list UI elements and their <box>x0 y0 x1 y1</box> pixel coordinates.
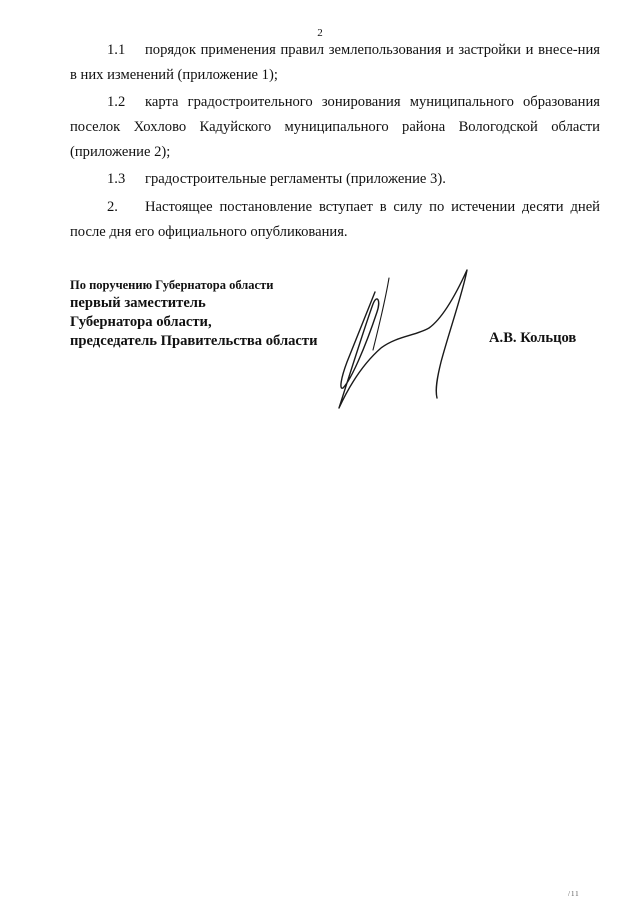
clause-number: 1.2 <box>107 94 126 110</box>
signatory-title-line-2: Губернатора области, <box>70 314 212 330</box>
clause-text: Настоящее постановление вступает в силу по истечении десяти дней после дня его официального опубликования. <box>70 199 600 240</box>
clause-2 <box>70 195 600 245</box>
signatory-title-line-3: председатель Правительства области <box>70 333 318 349</box>
clause-number: 2. <box>107 199 118 215</box>
clause-1-2 <box>70 90 600 165</box>
clause-text: порядок применения правил землепользования и застройки и внесе-ния в них изменений (приложение 1); <box>70 42 600 83</box>
signatory-title-line-1: первый заместитель <box>70 295 206 311</box>
clause-1-1 <box>70 38 600 88</box>
page-number: 2 <box>317 27 323 39</box>
signer-name: А.В. Кольцов <box>489 330 577 346</box>
clause-number: 1.1 <box>107 42 126 58</box>
clause-text: карта градостроительного зонирования муниципального образования поселок Хохлово Кадуйского муниципального района Вологодской области (приложение 2); <box>70 94 600 160</box>
clause-text: градостроительные регламенты (приложение 3). <box>145 171 446 187</box>
signatory-mandate: По поручению Губернатора области <box>70 278 274 292</box>
handwritten-signature <box>325 262 485 414</box>
clause-1-3 <box>70 167 600 192</box>
footer-mark: /11 <box>568 890 580 898</box>
clause-number: 1.3 <box>107 171 126 187</box>
signatory-block <box>70 277 317 351</box>
